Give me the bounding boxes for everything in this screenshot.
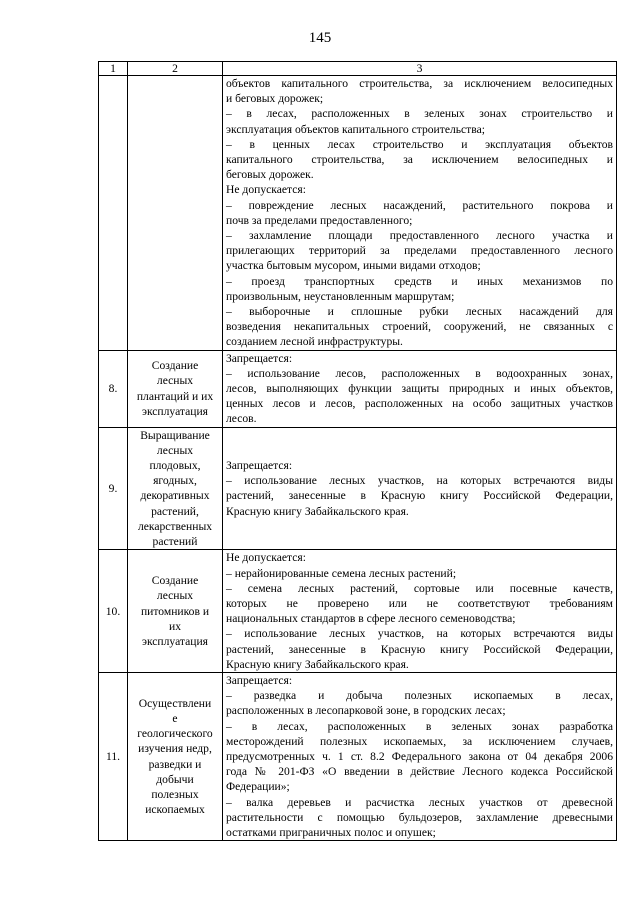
row-name-line: растений <box>152 535 198 549</box>
row-name <box>128 550 223 673</box>
row-name-line: ископаемых <box>145 803 205 817</box>
row-name <box>128 672 223 840</box>
text-line: – использование лесных участков, на которых встречаются виды <box>226 627 613 641</box>
text-line: – захламление площади предоставленного лесного участка и <box>226 229 613 243</box>
text-line: ценных лесов и лесов, расположенных на особо защитных участков <box>226 397 613 411</box>
page-number: 145 <box>308 30 332 46</box>
text-line: месторождений полезных ископаемых, за исключением случаев, <box>226 734 613 748</box>
row-name-cell <box>128 76 223 351</box>
text-line: лесов, выполняющих функции защиты природных и иных объектов, <box>226 382 613 396</box>
text-line: Красную книгу Забайкальского края. <box>226 657 409 671</box>
text-line: прилегающих территорий за пределами предоставленного лесного <box>226 244 613 258</box>
row-name-line: лесных <box>156 374 194 388</box>
row-name-line: Осуществлени <box>138 696 212 710</box>
text-line: почв за пределами предоставленного; <box>226 213 413 227</box>
text-line: и беговых дорожек; <box>226 92 324 106</box>
header-col-3: 3 <box>223 62 617 76</box>
row-name-line: Создание <box>151 574 199 588</box>
text-line: национальных стандартов в сфере лесного семеноводства; <box>226 612 516 626</box>
text-line: Запрещается: <box>226 351 293 365</box>
header-col-2: 2 <box>128 62 223 76</box>
text-line: – нерайонированные семена лесных растений; <box>226 566 457 580</box>
row-name-line: эксплуатация <box>141 404 209 418</box>
row-number: 10. <box>99 550 128 673</box>
row-number: 11. <box>99 672 128 840</box>
row-text <box>223 427 617 550</box>
text-line: Запрещается: <box>226 673 293 687</box>
row-name-line: питомников и <box>140 604 210 618</box>
row-name-line: декоративных <box>140 489 210 503</box>
row-text <box>223 550 617 673</box>
document-table <box>98 61 617 841</box>
table-row-11 <box>99 672 617 840</box>
text-line: растений, занесенные в Красную книгу Российской Федерации, <box>226 489 613 503</box>
row-name-line: Создание <box>151 359 199 373</box>
text-line: возведения некапитальных строений, сооружений, не связанных с <box>226 320 613 334</box>
text-line: Запрещается: <box>226 459 293 473</box>
text-line: – семена лесных растений, сортовые или посевные качеств, <box>226 581 613 595</box>
row-number: 8. <box>99 350 128 427</box>
row-name-line: разведки и <box>148 757 202 771</box>
text-line: остатками приграничных полос и опушек; <box>226 825 436 839</box>
row-name-line: лесных <box>156 443 194 457</box>
text-line: – разведка и добыча полезных ископаемых в лесах, <box>226 689 613 703</box>
row-name-line: е <box>172 711 178 725</box>
row-name-line: добычи <box>156 772 194 786</box>
row-name-line: растений, <box>151 504 199 518</box>
table-row-8 <box>99 350 617 427</box>
row-number: 9. <box>99 427 128 550</box>
text-line: беговых дорожек. <box>226 168 314 182</box>
text-line: – в лесах, расположенных в зеленых зонах строительство и <box>226 107 613 121</box>
text-line: – использование лесных участков, на которых встречаются виды <box>226 474 613 488</box>
row-name-line: их <box>168 619 181 633</box>
table-row-continuation <box>99 76 617 351</box>
text-line: – в лесах, расположенных в зеленых зонах разработка <box>226 719 613 733</box>
text-line: – выборочные и сплошные рубки лесных насаждений для <box>226 305 613 319</box>
text-line: эксплуатация объектов капитального строительства; <box>226 122 485 136</box>
row-name-line: геологического <box>137 727 213 741</box>
text-line: Не допускается: <box>226 551 306 565</box>
text-line: года № 201-ФЗ «О введении в действие Лесного кодекса Российской <box>226 765 613 779</box>
text-line: объектов капитального строительства, за исключением велосипедных <box>226 77 613 90</box>
row-name <box>128 350 223 427</box>
row-name-line: полезных <box>151 787 199 801</box>
text-line: – проезд транспортных средств и иных механизмов по <box>226 274 613 288</box>
row-name-line: плантаций и их <box>136 389 214 403</box>
text-line: расположенных в лесопарковой зоне, в городских лесах; <box>226 704 506 718</box>
table-header-row <box>99 62 617 76</box>
row-name-line: лекарственных <box>137 519 213 533</box>
header-col-1: 1 <box>99 62 128 76</box>
text-line: Федерации»; <box>226 780 290 794</box>
text-line: растительности с помощью бульдозеров, захламление древесными <box>226 810 613 824</box>
table-row-10 <box>99 550 617 673</box>
text-line: участка бытовым мусором, иными видами отходов; <box>226 259 481 273</box>
text-line: которых не проверено или не соответствуют требованиям <box>226 596 613 610</box>
row-name-line: эксплуатация <box>141 634 209 648</box>
row-name-line: ягодных, <box>153 474 197 488</box>
text-line: – использование лесов, расположенных в водоохранных зонах, <box>226 366 613 380</box>
row-name-line: плодовых, <box>149 459 201 473</box>
text-line: лесов. <box>226 412 257 426</box>
text-line: Не допускается: <box>226 183 306 197</box>
text-line: – в ценных лесах строительство и эксплуатация объектов <box>226 137 613 151</box>
row-text-cell <box>223 76 617 351</box>
text-line: капитального строительства, за исключением велосипедных и <box>226 153 613 167</box>
text-line: созданием лесной инфраструктуры. <box>226 335 403 349</box>
table-row-9 <box>99 427 617 550</box>
text-line: Красную книгу Забайкальского края. <box>226 504 409 518</box>
row-number-cell <box>99 76 128 351</box>
text-line: предусмотренных ч. 1 ст. 8.2 Федерального закона от 04 декабря 2006 <box>226 749 613 763</box>
row-name <box>128 427 223 550</box>
text-line: – валка деревьев и расчистка лесных участков от древесной <box>226 795 613 809</box>
row-name-line: лесных <box>156 589 194 603</box>
text-line: – повреждение лесных насаждений, растительного покрова и <box>226 198 613 212</box>
text-line: произвольным, неустановленным маршрутам; <box>226 289 455 303</box>
row-name-line: Выращивание <box>140 428 210 442</box>
row-name-line: изучения недр, <box>138 742 212 756</box>
row-text <box>223 350 617 427</box>
row-text <box>223 672 617 840</box>
text-line: растений, занесенные в Красную книгу Российской Федерации, <box>226 642 613 656</box>
